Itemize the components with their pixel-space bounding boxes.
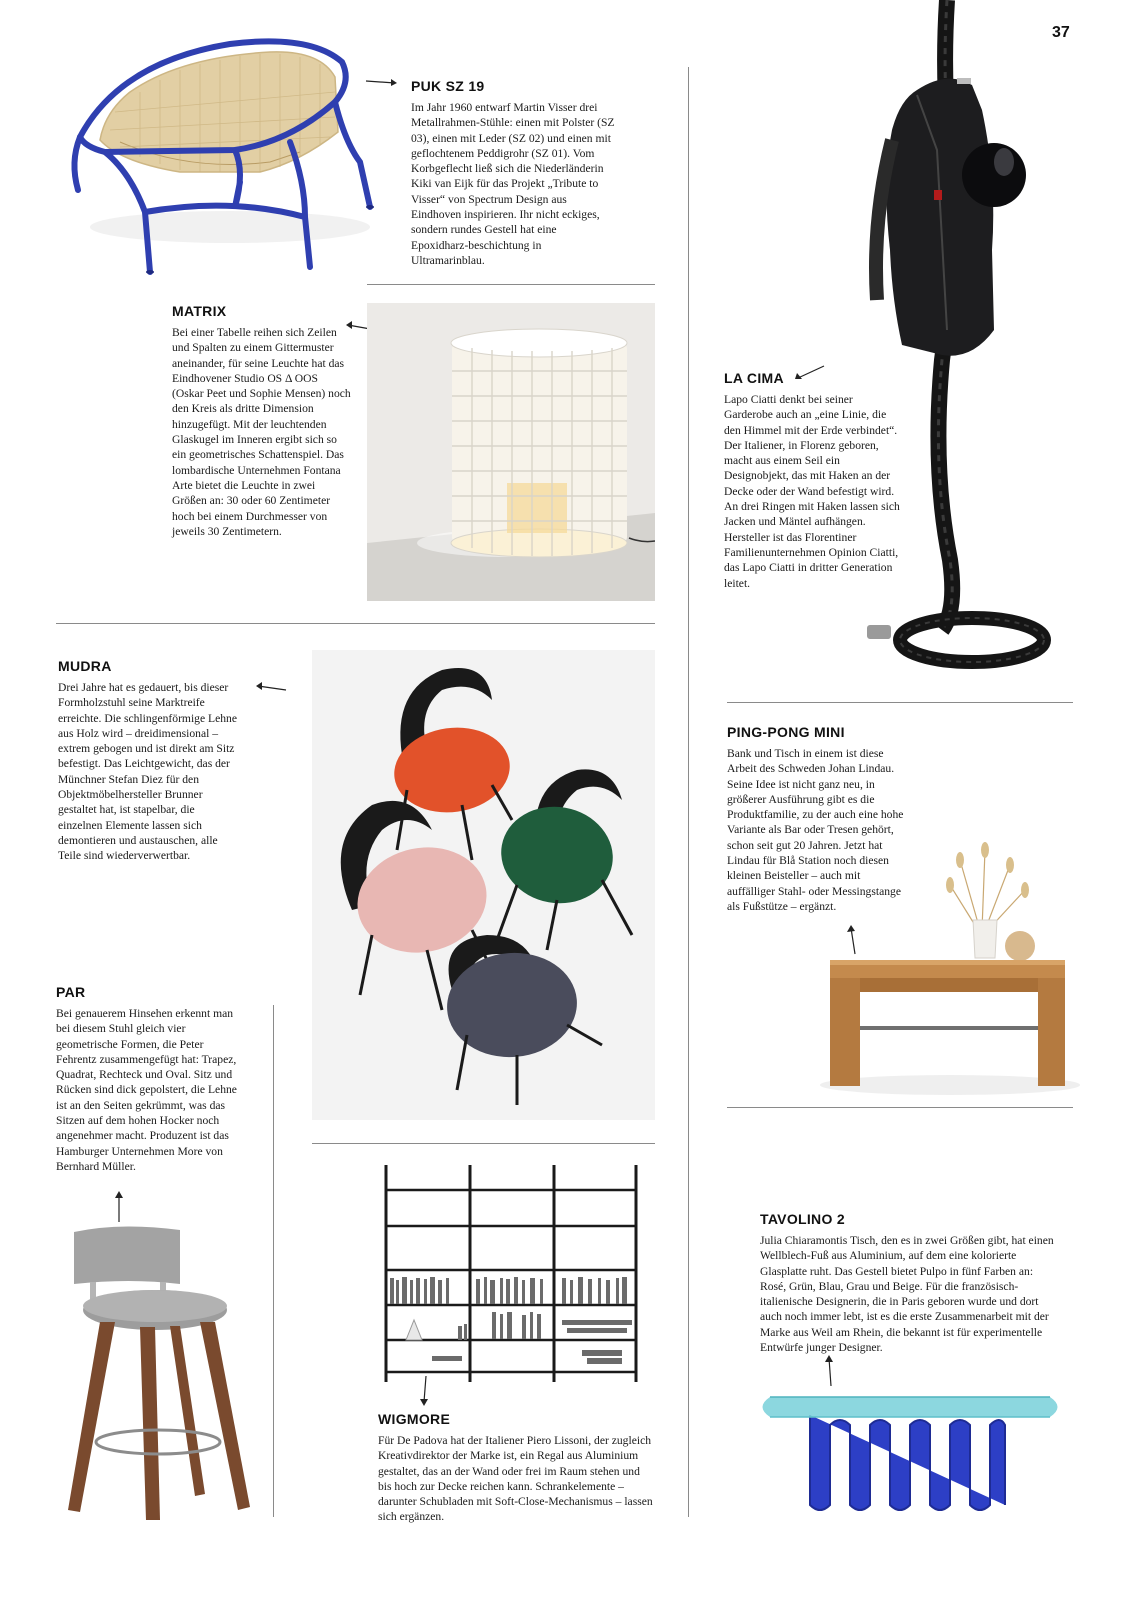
la-cima-title: LA CIMA [724, 370, 784, 386]
matrix-lamp-image [367, 303, 655, 601]
puk-chair-image [60, 22, 380, 277]
divider [56, 623, 655, 624]
la-cima-text: Lapo Ciatti denkt bei seiner Garderobe auch an „eine Linie, die den Himmel mit der Erde verbindet“. Der Italiener, in Florenz geboren, macht aus einem Seil ein Designobjekt, das mit Haken an der Decke oder der Wand befestigt wird. An drei Ringen mit Haken lassen sich Jacken und Mäntel aufhängen. Hersteller ist das Florentiner Familienunternehmen Opinion Ciatti, das Lapo Ciatti in dritter Generation leitet. [724, 393, 900, 590]
pointer-arrow-icon [823, 1354, 837, 1388]
tavolino-table-image [750, 1385, 1070, 1520]
mudra-article [58, 658, 240, 864]
ping-pong-bench-image [810, 840, 1080, 1100]
page-number: 37 [1052, 24, 1070, 41]
wigmore-text: Für De Padova hat der Italiener Piero Lissoni, der zugleich Kreativdirektor der Marke ist, ein Regal aus Aluminium gestaltet, das an der Wand oder frei im Raum stehen und bis hoch zur Decke reichen kann. Schrankelemente – darunter Schubladen mit Soft-Close-Mechanismus – lassen sich ergänzen. [378, 1434, 653, 1524]
par-title: PAR [56, 984, 86, 1000]
matrix-title: MATRIX [172, 303, 227, 319]
tavolino-text: Julia Chiaramontis Tisch, den es in zwei Größen gibt, hat einen Wellblech-Fuß aus Aluminium, auf dem eine kolorierte Glasplatte ruht. Das Gestell bietet Pulpo in fünf Farben an: Rosé, Grün, Blau, Grau und Beige. Für die französisch-italienische Designerin, die in Paris geboren wurde und dort auch noch immer lebt, ist es die erste Zusammenarbeit mit der Marke aus Weil am Rhein, die bekannt ist für experimentelle Entwürfe junger Designer. [760, 1234, 1054, 1355]
matrix-article [172, 303, 352, 539]
mudra-title: MUDRA [58, 658, 112, 674]
par-stool-image [60, 1222, 260, 1522]
par-article [56, 984, 238, 1174]
la-cima-article [724, 370, 904, 591]
pointer-arrow-icon [254, 682, 288, 694]
divider [367, 284, 655, 285]
ping-pong-text: Bank und Tisch in einem ist diese Arbeit des Schweden Johan Lindau. Seine Idee ist nicht ganz neu, in größerer Ausführung gibt es die Produktfamilie, zu der auch eine hohe Variante als Bar oder Tresen gehört, schon seit gut 20 Jahren. Jetzt hat Lindau für Blå Station noch diesen kleinen Beisteller – auch mit auffälliger Stahl- oder Messingstange als Fußstütze – ergänzt. [727, 747, 904, 913]
tavolino-title: TAVOLINO 2 [760, 1211, 845, 1227]
pointer-arrow-icon [112, 1190, 126, 1224]
wigmore-shelf-image [372, 1160, 652, 1390]
divider [727, 702, 1073, 703]
column-divider [688, 67, 689, 1517]
divider [727, 1107, 1073, 1108]
wigmore-title: WIGMORE [378, 1411, 451, 1427]
mudra-text: Drei Jahre hat es gedauert, bis dieser Formholzstuhl seine Marktreife erreichte. Die schlingenförmige Lehne aus Holz wird – dreidimensional – extrem gebogen und ist direkt am Sitz befestigt. Das Leichtgewicht, das der Münchner Stefan Diez für den Objektmöbelhersteller Brunner gestaltet hat, ist stapelbar, die einzelnen Elemente lassen sich demontieren und austauschen, alle Teile sind wiederverwertbar. [58, 681, 237, 863]
mudra-chairs-image [312, 650, 655, 1120]
divider [312, 1143, 655, 1144]
ping-pong-title: PING-PONG MINI [727, 724, 845, 740]
puk-title: PUK SZ 19 [411, 78, 485, 94]
pointer-arrow-icon [418, 1374, 432, 1408]
puk-text: Im Jahr 1960 entwarf Martin Visser drei Metallrahmen-Stühle: einen mit Polster (SZ 03), einen mit Leder (SZ 02) und einen mit geflochtenem Peddigrohr (SZ 01). Vom Korbgeflecht ließ sich die Niederländerin Kiki van Eijk für das Projekt „Tribute to Visser“ von Spectrum Design aus Eindhoven inspirieren. Ihr nicht eckiges, sondern rundes Gestell hat eine Epoxidharz-beschichtung in Ultramarinblau. [411, 101, 615, 267]
column-divider [273, 1005, 274, 1517]
par-text: Bei genauerem Hinsehen erkennt man bei diesem Stuhl gleich vier geometrische Formen, die Peter Fehrentz zusammengefügt hat: Trapez, Quadrat, Rechteck und Oval. Sitz und Rücken sind dick gepolstert, die Lehne ist an den Seiten gekrümmt, was das Sitzen auf dem hohen Hocker noch angenehmer macht. Produzent ist das Hamburger Unternehmen More von Bernhard Müller. [56, 1007, 237, 1173]
matrix-text: Bei einer Tabelle reihen sich Zeilen und Spalten zu einem Gittermuster aneinander, für seine Leuchte hat das Eindhovener Studio OS Δ OOS (Oskar Peet und Sophie Mensen) noch den Kreis als dritte Dimension hinzugefügt. Mit der leuchtenden Glaskugel im Inneren ergibt sich so ein geometrisches Schattenspiel. Das lombardische Unternehmen Fontana Arte bietet die Leuchte in zwei Größen an: 30 oder 60 Zentimeter hoch bei einem Durchmesser von jeweils 30 Zentimetern. [172, 326, 351, 538]
puk-article [411, 78, 616, 268]
wigmore-article [378, 1411, 653, 1525]
tavolino-article [760, 1211, 1060, 1355]
pointer-arrow-icon [365, 76, 399, 88]
